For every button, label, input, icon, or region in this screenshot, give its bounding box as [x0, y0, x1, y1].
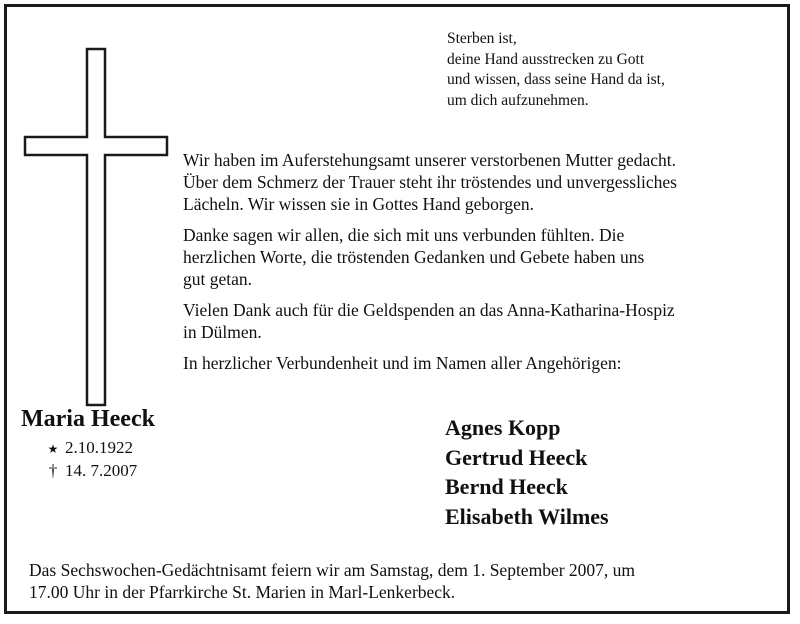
gratitude-text — [183, 149, 783, 383]
signatory-name: Elisabeth Wilmes — [445, 503, 609, 529]
memorial-mass-announcement: Das Sechswochen-Gedächtnisamt feiern wir am Samstag, dem 1. September 2007, um 17.00 Uhr in der Pfarrkirche St. Marien in Marl-Lenkerbeck. — [29, 560, 636, 602]
paragraph-closing: In herzlicher Verbundenheit und im Namen aller Angehörigen: — [183, 353, 622, 373]
death-date: 14. 7.2007 — [65, 461, 138, 480]
signatory-name: Agnes Kopp — [445, 415, 561, 440]
signatory-name: Bernd Heeck — [445, 474, 568, 499]
star-icon: ★ — [47, 442, 59, 456]
birth-date-line — [47, 437, 137, 460]
latin-cross-icon — [21, 47, 171, 407]
signatory-name: Gertrud Heeck — [445, 444, 588, 470]
deceased-name: Maria Heeck — [21, 406, 155, 432]
birth-date: 2.10.1922 — [65, 438, 133, 457]
death-date-line — [47, 460, 137, 482]
dagger-icon: † — [48, 461, 58, 480]
memorial-notice — [4, 4, 790, 614]
signatories — [445, 413, 609, 531]
life-dates — [47, 437, 137, 482]
paragraph-remembrance: Wir haben im Auferstehungsamt unserer verstorbenen Mutter gedacht. Über dem Schmerz der Trauer steht ihr tröstendes und unvergessliches Lächeln. Wir wissen sie in Gottes Hand geborgen. — [183, 150, 677, 214]
paragraph-thanks: Danke sagen wir allen, die sich mit uns verbunden fühlten. Die herzlichen Worte, die tröstenden Gedanken und Gebete haben uns gut getan. — [183, 225, 645, 289]
paragraph-donations: Vielen Dank auch für die Geldspenden an das Anna-Katharina-Hospiz in Dülmen. — [183, 300, 675, 342]
memorial-verse: Sterben ist, deine Hand ausstrecken zu Gott und wissen, dass seine Hand da ist, um dich aufzunehmen. — [447, 30, 665, 109]
